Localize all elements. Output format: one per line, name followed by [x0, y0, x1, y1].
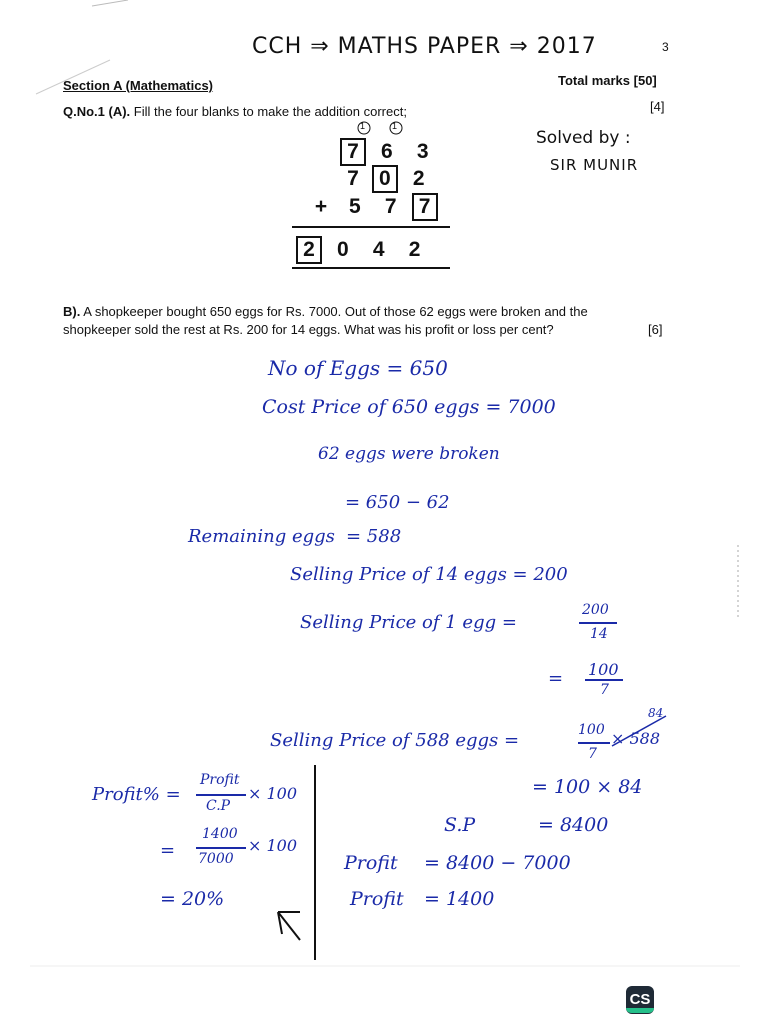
question-label: B).	[63, 304, 81, 319]
fraction-num: 100	[588, 660, 619, 679]
carry-digit: 1	[360, 121, 366, 131]
profit-percent-label: Profit% =	[92, 784, 181, 805]
fraction-den: C.P	[206, 798, 231, 814]
solution-line: Selling Price of 14 eggs = 200	[290, 564, 568, 585]
solution-value: = 588	[346, 526, 402, 547]
question-1b-line2: shopkeeper sold the rest at Rs. 200 for 14 eggs. What was his profit or loss per cent?	[63, 322, 554, 337]
total-marks-value: [50]	[633, 73, 657, 88]
fraction-den: 7	[600, 682, 609, 698]
blank-box: 7	[412, 193, 438, 221]
digit: 7	[384, 195, 397, 218]
question-1a	[63, 104, 407, 119]
fraction-num: 200	[582, 602, 609, 618]
fraction-num: 1400	[202, 826, 238, 842]
eq-sign: =	[160, 840, 176, 861]
fraction-num: 100	[578, 722, 605, 738]
section-label: Section A (Mathematics)	[63, 78, 214, 93]
solution-line: Cost Price of 650 eggs = 7000	[262, 396, 556, 418]
solution-line: = 650 − 62	[345, 492, 450, 513]
question-label: Q.No.1 (A).	[63, 104, 131, 119]
addend-row-3	[308, 193, 438, 221]
multiplier: × 100	[248, 784, 298, 803]
digit: 2	[412, 167, 425, 190]
camscanner-logo: CS	[626, 986, 654, 1014]
solution-line: No of Eggs = 650	[268, 356, 448, 380]
solver-name: SIR MUNIR	[550, 156, 639, 174]
digit: 0	[337, 238, 349, 261]
paper-title: CCH ⇒ MATHS PAPER ⇒ 2017	[252, 34, 597, 59]
solution-label: Remaining eggs	[188, 526, 335, 547]
question-1b	[63, 304, 588, 319]
digit: 4	[372, 238, 385, 261]
fraction-den: 7000	[198, 851, 234, 867]
question-text: Fill the four blanks to make the addition correct;	[133, 104, 407, 119]
page-number: 3	[662, 40, 669, 54]
solution-line: Selling Price of 588 eggs =	[270, 730, 520, 751]
cancel-value: 84	[648, 706, 664, 720]
solution-label: Profit	[350, 888, 404, 910]
plus-sign: +	[314, 195, 328, 218]
camscanner-logo-bar	[626, 1008, 654, 1013]
solution-line: Selling Price of 1 egg =	[300, 612, 517, 633]
profit-percent-result: = 20%	[160, 888, 225, 910]
eq-sign: =	[548, 668, 564, 689]
question-marks: [4]	[650, 99, 665, 114]
solution-line: = 100 × 84	[532, 776, 643, 798]
digit: 3	[416, 140, 429, 163]
addend-row-1	[340, 138, 438, 166]
solution-line: 62 eggs were broken	[318, 444, 500, 464]
sum-row	[296, 236, 430, 264]
solution-value: = 1400	[424, 888, 495, 910]
digit: 5	[349, 195, 361, 218]
multiplier: × 588	[611, 729, 661, 748]
solution-value: = 8400 − 7000	[424, 852, 571, 874]
solution-value: = 8400	[538, 814, 609, 836]
solution-label: Profit	[344, 852, 398, 874]
blank-box: 0	[372, 165, 398, 193]
digit: 7	[347, 167, 359, 190]
addend-row-2	[340, 165, 434, 193]
question-marks: [6]	[648, 322, 663, 337]
multiplier: × 100	[248, 836, 298, 855]
fraction-num: Profit	[200, 772, 240, 788]
blank-box: 2	[296, 236, 322, 264]
arrow-icon	[278, 912, 300, 940]
carry-digit: 1	[392, 121, 398, 131]
total-marks-label: Total marks	[558, 73, 631, 88]
fraction-den: 7	[588, 746, 597, 762]
total-marks	[558, 73, 657, 88]
question-text: A shopkeeper bought 650 eggs for Rs. 7000. Out of those 62 eggs were broken and the	[83, 304, 588, 319]
scan-mark	[92, 0, 128, 6]
solved-by: Solved by :	[536, 128, 631, 148]
solution-label: S.P	[444, 814, 476, 836]
fraction-den: 14	[590, 626, 608, 642]
digit: 6	[381, 140, 393, 163]
blank-box: 7	[340, 138, 366, 166]
digit: 2	[408, 238, 421, 261]
